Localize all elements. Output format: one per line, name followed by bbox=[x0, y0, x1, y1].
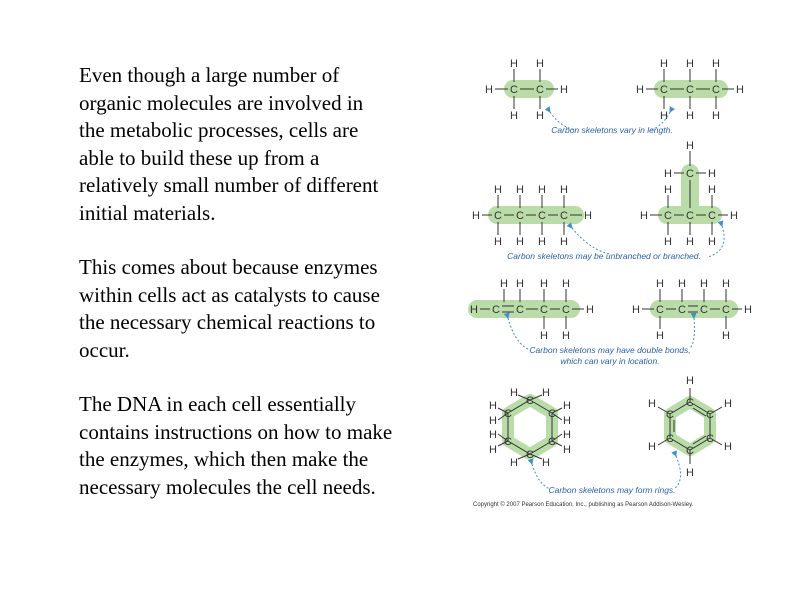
hydrogen-atom: H bbox=[584, 210, 592, 222]
hydrogen-atom: H bbox=[494, 184, 502, 196]
butane-molecule bbox=[472, 184, 592, 248]
hydrogen-atom: H bbox=[686, 375, 694, 387]
hydrogen-atom: H bbox=[472, 210, 480, 222]
hydrogen-atom: H bbox=[563, 400, 571, 412]
hydrogen-atom: H bbox=[560, 236, 568, 248]
carbon-atom: C bbox=[686, 445, 694, 457]
hydrogen-atom: H bbox=[744, 304, 752, 316]
hydrogen-atom: H bbox=[686, 467, 694, 479]
carbon-atom: C bbox=[686, 397, 694, 409]
hydrogen-atom: H bbox=[536, 58, 544, 70]
hydrogen-atom: H bbox=[686, 140, 694, 152]
hydrogen-atom: H bbox=[724, 398, 732, 410]
caption-double-bonds-2: which can vary in location. bbox=[560, 356, 660, 366]
hydrogen-atom: H bbox=[510, 457, 518, 469]
hydrogen-atom: H bbox=[540, 278, 548, 290]
ethane-molecule bbox=[485, 58, 568, 122]
text-column bbox=[79, 62, 449, 528]
hydrogen-atom: H bbox=[516, 236, 524, 248]
propane-molecule bbox=[636, 58, 744, 122]
carbon-atom: C bbox=[656, 304, 664, 316]
carbon-atom: C bbox=[686, 168, 694, 180]
carbon-atom: C bbox=[666, 409, 674, 421]
hydrogen-atom: H bbox=[538, 184, 546, 196]
carbon-atom: C bbox=[722, 304, 730, 316]
carbon-atom: C bbox=[664, 210, 672, 222]
hydrogen-atom: H bbox=[700, 278, 708, 290]
hydrogen-atom: H bbox=[470, 304, 478, 316]
paragraph-2: This comes about because enzymes within cells act as catalysts to cause the necessary chemical reactions to occur. bbox=[79, 255, 380, 362]
hydrogen-atom: H bbox=[708, 236, 716, 248]
paragraph-1: Even though a large number of organic molecules are involved in the metabolic processes, cells are able to build these up from a relatively small number of different initial materials. bbox=[79, 63, 379, 225]
hydrogen-atom: H bbox=[686, 110, 694, 122]
caption-double-bonds-1: Carbon skeletons may have double bonds, bbox=[529, 345, 691, 355]
carbon-atom: C bbox=[492, 304, 500, 316]
hydrogen-atom: H bbox=[560, 184, 568, 196]
hydrogen-atom: H bbox=[510, 58, 518, 70]
carbon-atom: C bbox=[548, 436, 556, 448]
hydrogen-atom: H bbox=[489, 444, 497, 456]
carbon-atom: C bbox=[660, 84, 668, 96]
hydrogen-atom: H bbox=[489, 415, 497, 427]
hydrogen-atom: H bbox=[686, 58, 694, 70]
hydrogen-atom: H bbox=[648, 441, 656, 453]
copyright-notice: Copyright © 2007 Pearson Education, Inc., publishing as Pearson Addison-Wesley. bbox=[473, 502, 694, 508]
hydrogen-atom: H bbox=[730, 210, 738, 222]
carbon-atom: C bbox=[706, 409, 714, 421]
carbon-atom: C bbox=[526, 449, 534, 461]
hydrogen-atom: H bbox=[562, 330, 570, 342]
hydrogen-atom: H bbox=[563, 415, 571, 427]
hydrogen-atom: H bbox=[500, 278, 508, 290]
hydrogen-atom: H bbox=[563, 429, 571, 441]
hydrogen-atom: H bbox=[712, 110, 720, 122]
hydrogen-atom: H bbox=[485, 84, 493, 96]
carbon-atom: C bbox=[504, 408, 512, 420]
hydrogen-atom: H bbox=[722, 330, 730, 342]
skeleton-highlight bbox=[670, 402, 710, 450]
hydrogen-atom: H bbox=[664, 168, 672, 180]
hydrogen-atom: H bbox=[489, 429, 497, 441]
hydrogen-atom: H bbox=[516, 184, 524, 196]
carbon-atom: C bbox=[560, 210, 568, 222]
carbon-atom: C bbox=[666, 433, 674, 445]
hydrogen-atom: H bbox=[660, 58, 668, 70]
carbon-atom: C bbox=[494, 210, 502, 222]
carbon-atom: C bbox=[678, 304, 686, 316]
carbon-atom: C bbox=[712, 84, 720, 96]
carbon-skeleton-figure bbox=[460, 52, 760, 512]
hydrogen-atom: H bbox=[724, 441, 732, 453]
carbon-atom: C bbox=[510, 84, 518, 96]
hydrogen-atom: H bbox=[538, 236, 546, 248]
hydrogen-atom: H bbox=[686, 236, 694, 248]
caption-branching: Carbon skeletons may be unbranched or branched. bbox=[507, 251, 701, 261]
carbon-atom: C bbox=[516, 304, 524, 316]
carbon-atom: C bbox=[686, 84, 694, 96]
carbon-atom: C bbox=[706, 433, 714, 445]
carbon-atom: C bbox=[708, 210, 716, 222]
pointer-arrow bbox=[690, 318, 695, 348]
hydrogen-atom: H bbox=[516, 278, 524, 290]
butene-2-molecule bbox=[632, 278, 752, 342]
hydrogen-atom: H bbox=[656, 330, 664, 342]
benzene-molecule bbox=[648, 375, 732, 479]
hydrogen-atom: H bbox=[664, 236, 672, 248]
hydrogen-atom: H bbox=[708, 168, 716, 180]
hydrogen-atom: H bbox=[560, 84, 568, 96]
hydrogen-atom: H bbox=[722, 278, 730, 290]
hydrogen-atom: H bbox=[542, 457, 550, 469]
hydrogen-atom: H bbox=[664, 184, 672, 196]
hydrogen-atom: H bbox=[708, 184, 716, 196]
pointer-arrow bbox=[508, 318, 530, 350]
carbon-atom: C bbox=[540, 304, 548, 316]
hydrogen-atom: H bbox=[563, 444, 571, 456]
carbon-atom: C bbox=[536, 84, 544, 96]
hydrogen-atom: H bbox=[562, 278, 570, 290]
hydrogen-atom: H bbox=[540, 330, 548, 342]
carbon-atom: C bbox=[686, 210, 694, 222]
carbon-atom: C bbox=[700, 304, 708, 316]
caption-rings: Carbon skeletons may form rings. bbox=[548, 485, 676, 495]
hydrogen-atom: H bbox=[510, 110, 518, 122]
hydrogen-atom: H bbox=[678, 278, 686, 290]
hydrogen-atom: H bbox=[712, 58, 720, 70]
carbon-atom: C bbox=[516, 210, 524, 222]
hydrogen-atom: H bbox=[640, 210, 648, 222]
hydrogen-atom: H bbox=[542, 387, 550, 399]
carbon-atom: C bbox=[526, 395, 534, 407]
skeleton-highlight bbox=[508, 400, 552, 454]
carbon-atom: C bbox=[504, 436, 512, 448]
hydrogen-atom: H bbox=[636, 84, 644, 96]
hydrogen-atom: H bbox=[656, 278, 664, 290]
hydrogen-atom: H bbox=[489, 400, 497, 412]
cyclohexane-molecule bbox=[489, 387, 571, 469]
carbon-atom: C bbox=[538, 210, 546, 222]
caption-length: Carbon skeletons vary in length. bbox=[551, 125, 673, 135]
hydrogen-atom: H bbox=[660, 110, 668, 122]
hydrogen-atom: H bbox=[536, 110, 544, 122]
hydrogen-atom: H bbox=[510, 387, 518, 399]
hydrogen-atom: H bbox=[494, 236, 502, 248]
hydrogen-atom: H bbox=[632, 304, 640, 316]
hydrogen-atom: H bbox=[648, 398, 656, 410]
hydrogen-atom: H bbox=[736, 84, 744, 96]
hydrogen-atom: H bbox=[586, 304, 594, 316]
butene-1-molecule bbox=[468, 278, 594, 342]
carbon-atom: C bbox=[562, 304, 570, 316]
paragraph-3: The DNA in each cell essentially contains instructions on how to make the enzymes, which then make the necessary molecules the cell needs. bbox=[79, 392, 393, 499]
carbon-atom: C bbox=[548, 408, 556, 420]
